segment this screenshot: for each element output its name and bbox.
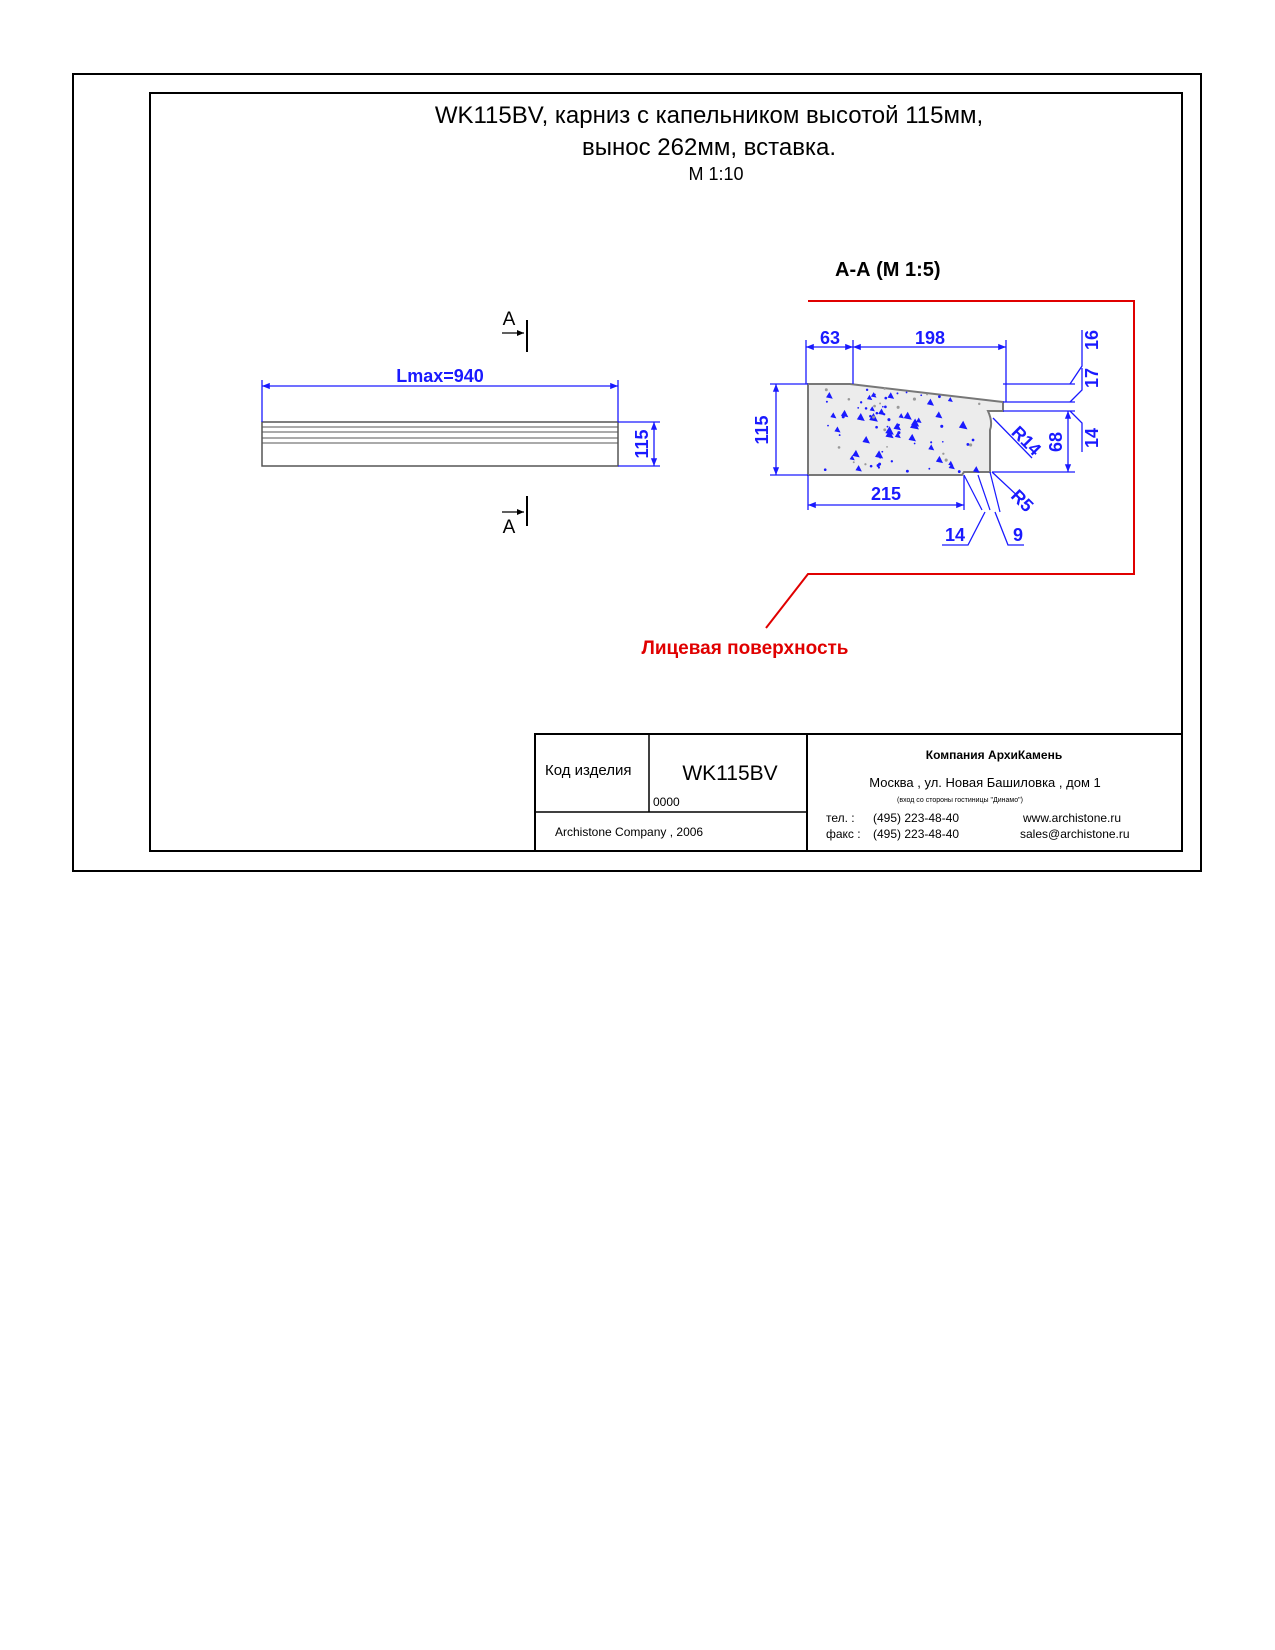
stone-dot: [824, 468, 827, 471]
dim-115: 115: [752, 415, 772, 445]
stone-dot: [886, 446, 888, 448]
stone-dot: [882, 406, 884, 408]
length-label: Lmax=940: [396, 366, 484, 386]
dim-bottom-14: 14: [944, 525, 966, 545]
title-scale: М 1:10: [688, 164, 744, 184]
stone-dot: [857, 407, 859, 409]
stone-dot: [930, 441, 932, 443]
plan-view: [262, 309, 660, 538]
stone-dot: [920, 394, 922, 396]
face-surface-label: Лицевая поверхность: [641, 638, 849, 659]
stone-dot: [887, 418, 890, 421]
website[interactable]: www.archistone.ru: [1023, 811, 1122, 825]
stone-dot: [876, 412, 879, 415]
dim-17: 17: [1082, 367, 1102, 389]
stone-dot: [913, 398, 916, 401]
section-view: [641, 259, 1134, 659]
stone-dot: [940, 425, 943, 428]
stone-dot: [914, 443, 916, 445]
code-label: Код изделия: [545, 762, 632, 779]
stone-dot: [872, 416, 875, 419]
title-line-2: вынос 262мм, вставка.: [582, 134, 836, 161]
stone-dot: [839, 434, 841, 436]
plan-outline: [262, 422, 618, 466]
stone-dot: [926, 393, 928, 395]
stone-dot: [897, 406, 900, 409]
title-line-1: WK115BV, карниз с капельником высотой 115мм,: [434, 102, 984, 129]
stone-dot: [969, 443, 972, 446]
stone-dot: [864, 463, 866, 465]
stone-dot: [842, 415, 845, 418]
stone-dot: [838, 446, 841, 449]
stone-dot: [826, 401, 828, 403]
stone-dot: [878, 463, 881, 466]
dim-215: 215: [870, 484, 902, 504]
stone-dot: [883, 388, 885, 390]
dim-68: 68: [1046, 431, 1066, 453]
stone-dot: [945, 459, 948, 462]
stone-dot: [853, 461, 855, 463]
stone-dot: [884, 397, 887, 400]
dim-r5: R5: [1007, 485, 1038, 516]
stone-dot: [942, 453, 944, 455]
stone-dot: [870, 465, 873, 468]
stone-dot: [860, 401, 862, 403]
stone-dot: [972, 439, 975, 442]
leader-14-right: [1070, 411, 1082, 452]
dim-right-14: 14: [1082, 427, 1102, 449]
stone-dot: [881, 451, 883, 453]
title-block: [535, 734, 1182, 851]
stone-dot: [866, 389, 868, 391]
code-value: WK115BV: [682, 762, 778, 785]
company-name: Компания АрхиКамень: [925, 748, 1063, 762]
dim-63: 63: [819, 328, 841, 348]
section-marker-arrowhead: [517, 330, 524, 336]
stone-dot: [978, 403, 980, 405]
leader-17: [1070, 368, 1082, 402]
phone-label: тел. :: [826, 811, 855, 825]
stone-dot: [869, 415, 872, 418]
stone-dot: [825, 388, 828, 391]
email[interactable]: sales@archistone.ru: [1020, 827, 1130, 841]
stone-dot: [883, 428, 886, 431]
section-title: А-А (М 1:5): [835, 259, 941, 281]
section-marker-bottom: А: [502, 517, 516, 538]
section-marker-arrowhead: [517, 509, 524, 515]
stone-dot: [966, 443, 969, 446]
code-number: 0000: [653, 795, 680, 809]
dim-198: 198: [914, 328, 946, 348]
stone-dot: [879, 402, 881, 404]
stone-dot: [958, 470, 961, 473]
phone-number: (495) 223-48-40: [873, 811, 960, 825]
stone-dot: [906, 470, 909, 473]
company-address: Москва , ул. Новая Башиловка , дом 1: [869, 775, 1101, 790]
stone-dot: [906, 391, 908, 393]
stone-dot: [938, 395, 941, 398]
section-marker-top: А: [502, 309, 516, 330]
stone-dot: [896, 392, 898, 394]
stone-dot: [827, 425, 829, 427]
copyright: Archistone Company , 2006: [555, 825, 704, 839]
stone-dot: [875, 426, 878, 429]
stone-dot: [873, 405, 876, 408]
stone-dot: [942, 441, 944, 443]
fax-number: (495) 223-48-40: [873, 827, 960, 841]
stone-dot: [897, 431, 900, 434]
leader-16: [1070, 330, 1082, 384]
stone-dot: [884, 406, 887, 409]
stone-dot: [887, 426, 889, 428]
company-address-note: (вход со стороны гостиницы "Динамо"): [897, 797, 1023, 804]
stone-dot: [865, 407, 868, 410]
fax-label: факс :: [826, 827, 861, 841]
dim-r14: R14: [1007, 422, 1045, 460]
stone-dot: [928, 468, 930, 470]
stone-dot: [848, 398, 851, 401]
plan-height-label: 115: [632, 429, 652, 459]
dim-bottom-9: 9: [1012, 525, 1024, 545]
dim-16: 16: [1082, 329, 1102, 351]
stone-dot: [891, 460, 893, 462]
